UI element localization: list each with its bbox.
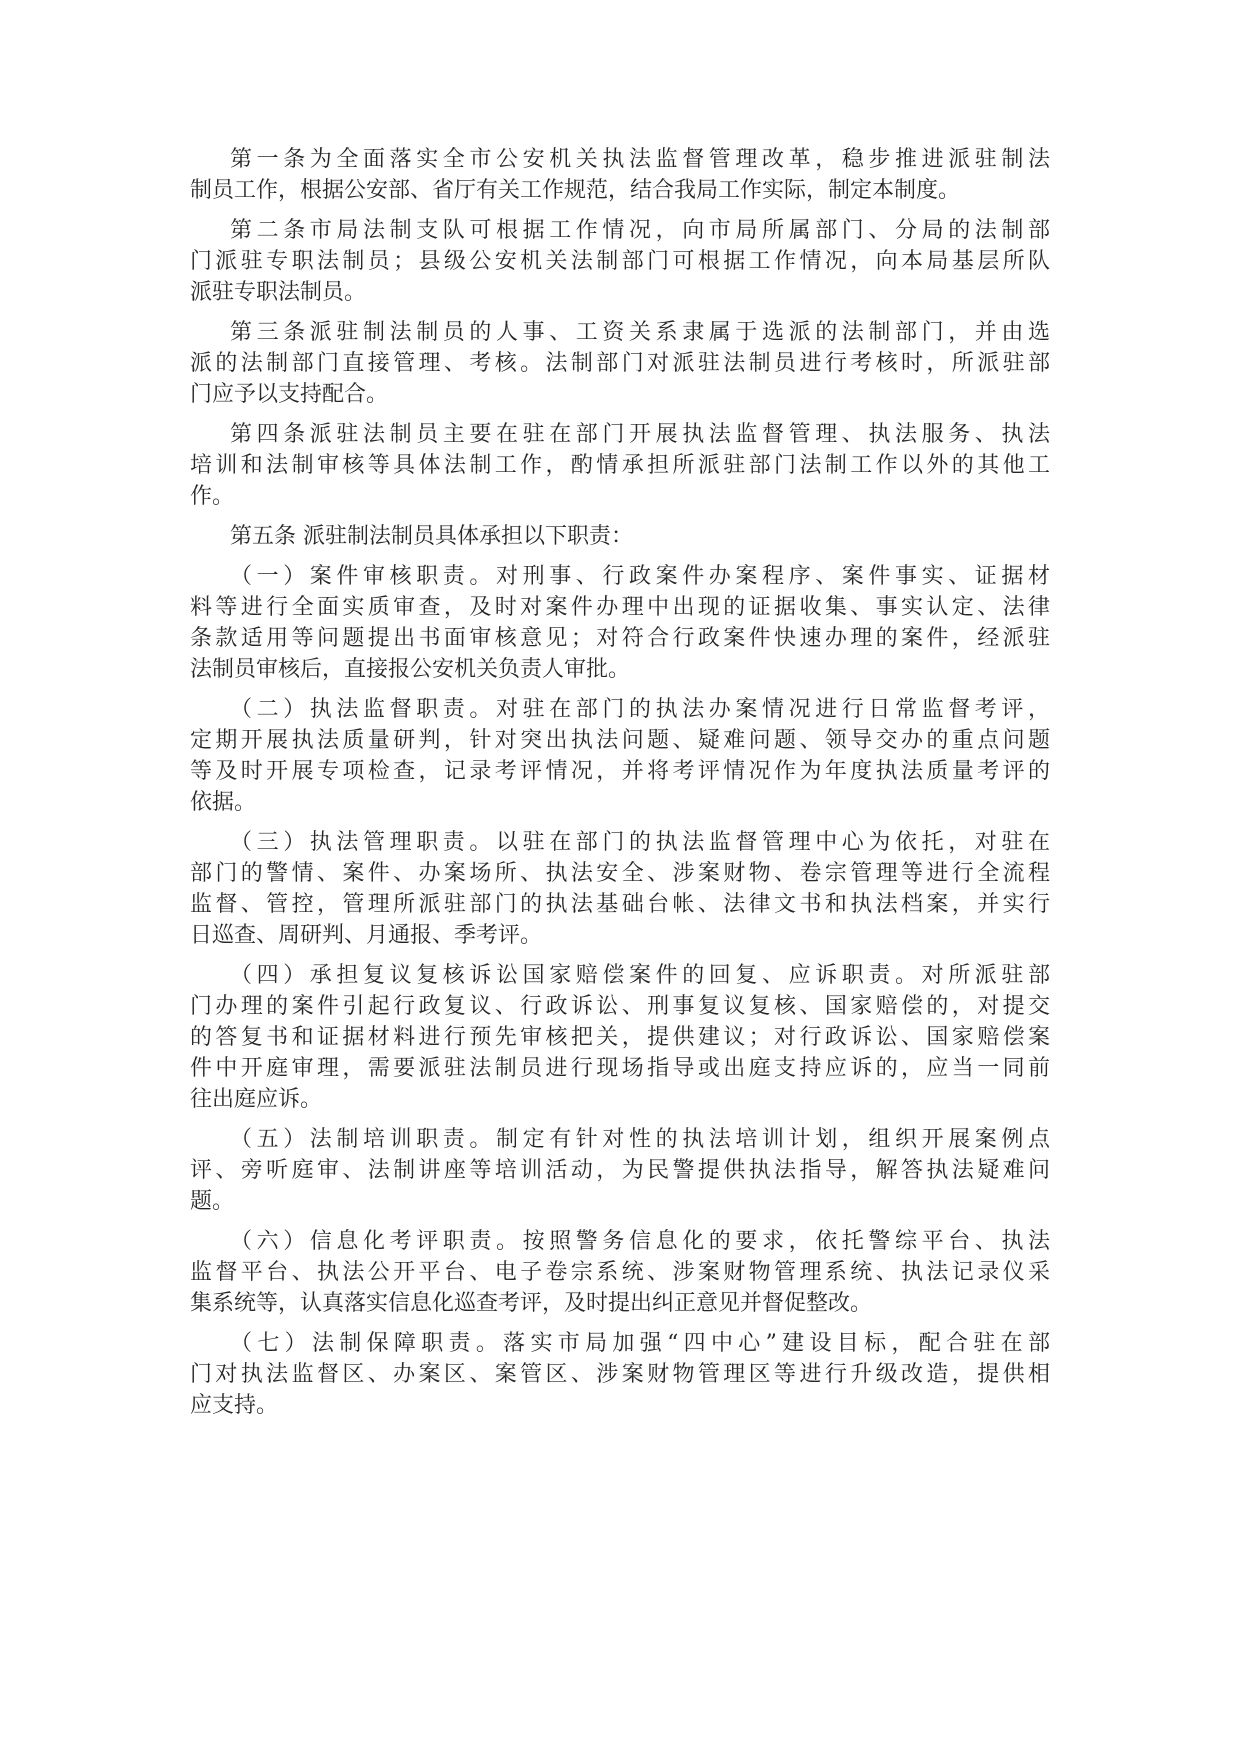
text-line: 部门的警情、案件、办案场所、执法安全、涉案财物、卷宗管理等进行全流程 (190, 861, 1050, 886)
text-line: （一）案件审核职责。对刑事、行政案件办案程序、案件事实、证据材 (230, 564, 1050, 589)
text-line: 门对执法监督区、办案区、案管区、涉案财物管理区等进行升级改造，提供相 (190, 1362, 1050, 1387)
text-line: 法制员审核后，直接报公安机关负责人审批。 (190, 657, 631, 682)
text-line: 制员工作，根据公安部、省厅有关工作规范，结合我局工作实际，制定本制度。 (190, 178, 961, 203)
text-line: 定期开展执法质量研判，针对突出执法问题、疑难问题、领导交办的重点问题 (190, 728, 1050, 753)
paragraph (190, 1124, 1050, 1217)
text-line: 料等进行全面实质审查，及时对案件办理中出现的证据收集、事实认定、法律 (190, 595, 1050, 620)
text-line: 的答复书和证据材料进行预先审核把关，提供建议；对行政诉讼、国家赔偿案 (190, 1025, 1050, 1050)
text-line: 门派驻专职法制员；县级公安机关法制部门可根据工作情况，向本局基层所队 (190, 249, 1050, 274)
text-line: （六）信息化考评职责。按照警务信息化的要求，依托警综平台、执法 (230, 1229, 1050, 1254)
paragraph (190, 521, 1050, 552)
paragraph (190, 419, 1050, 512)
text-line: （四）承担复议复核诉讼国家赔偿案件的回复、应诉职责。对所派驻部 (230, 963, 1050, 988)
text-line: 集系统等，认真落实信息化巡查考评，及时提出纠正意见并督促整改。 (190, 1291, 873, 1316)
text-line: （五）法制培训职责。制定有针对性的执法培训计划，组织开展案例点 (230, 1127, 1050, 1152)
text-line: 门应予以支持配合。 (190, 382, 389, 407)
text-line: 依据。 (190, 790, 257, 815)
paragraph (190, 215, 1050, 308)
text-line: 第四条派驻法制员主要在驻在部门开展执法监督管理、执法服务、执法 (230, 422, 1050, 447)
text-line: 应支持。 (190, 1393, 279, 1418)
text-line: 第一条为全面落实全市公安机关执法监督管理改革，稳步推进派驻制法 (230, 147, 1050, 172)
paragraph (190, 1226, 1050, 1319)
text-line: （七）法制保障职责。落实市局加强“四中心”建设目标，配合驻在部 (230, 1331, 1050, 1356)
paragraph (190, 694, 1050, 818)
text-line: 件中开庭审理，需要派驻法制员进行现场指导或出庭支持应诉的，应当一同前 (190, 1056, 1050, 1081)
text-line: （三）执法管理职责。以驻在部门的执法监督管理中心为依托，对驻在 (230, 830, 1050, 855)
paragraph (190, 827, 1050, 951)
text-line: 派驻专职法制员。 (190, 280, 367, 305)
text-line: 作。 (190, 484, 235, 509)
text-line: 题。 (190, 1189, 235, 1214)
text-line: 第五条 派驻制法制员具体承担以下职责： (230, 524, 633, 549)
text-line: （二）执法监督职责。对驻在部门的执法办案情况进行日常监督考评， (230, 697, 1050, 722)
text-line: 条款适用等问题提出书面审核意见；对符合行政案件快速办理的案件，经派驻 (190, 626, 1050, 651)
text-line: 培训和法制审核等具体法制工作，酌情承担所派驻部门法制工作以外的其他工 (190, 453, 1050, 478)
text-line: 派的法制部门直接管理、考核。法制部门对派驻法制员进行考核时，所派驻部 (190, 351, 1050, 376)
text-line: 监督、管控，管理所派驻部门的执法基础台帐、法律文书和执法档案，并实行 (190, 892, 1050, 917)
text-line: 门办理的案件引起行政复议、行政诉讼、刑事复议复核、国家赔偿的，对提交 (190, 994, 1050, 1019)
text-line: 第三条派驻制法制员的人事、工资关系隶属于选派的法制部门，并由选 (230, 320, 1050, 345)
text-line: 评、旁听庭审、法制讲座等培训活动，为民警提供执法指导，解答执法疑难问 (190, 1158, 1050, 1183)
paragraph (190, 960, 1050, 1115)
text-line: 监督平台、执法公开平台、电子卷宗系统、涉案财物管理系统、执法记录仪采 (190, 1260, 1050, 1285)
text-line: 第二条市局法制支队可根据工作情况，向市局所属部门、分局的法制部 (230, 218, 1050, 243)
text-line: 日巡查、周研判、月通报、季考评。 (190, 923, 543, 948)
text-line: 往出庭应诉。 (190, 1087, 323, 1112)
paragraph (190, 1328, 1050, 1421)
paragraph (190, 561, 1050, 685)
text-line: 等及时开展专项检查，记录考评情况，并将考评情况作为年度执法质量考评的 (190, 759, 1050, 784)
document-page (190, 144, 1050, 1430)
paragraph (190, 144, 1050, 206)
paragraph (190, 317, 1050, 410)
